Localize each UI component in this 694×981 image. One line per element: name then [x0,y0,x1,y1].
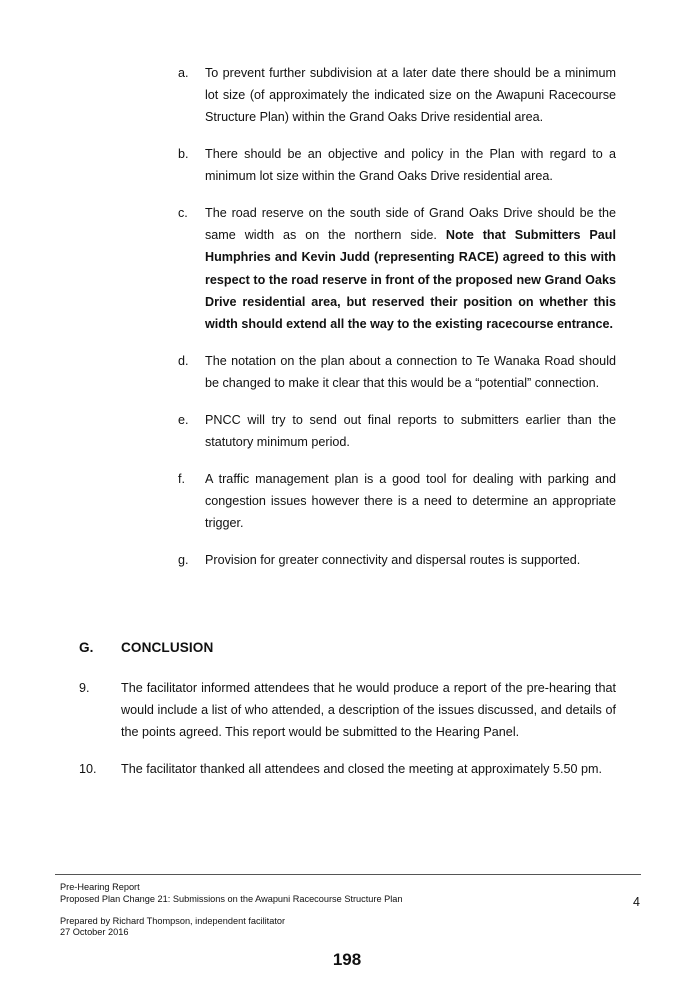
item-text: PNCC will try to send out final reports to submitters earlier than the statutory minimum period. [205,412,616,449]
bold-note: Note that Submitters Paul Humphries and Kevin Judd (representing RACE) agreed to this with respect to the road reserve in front of the proposed new Grand Oaks Drive residential area, but reserved their position on whether this width should extend all the way to the existing racecourse entrance. [205,228,616,332]
item-marker: c. [178,206,188,221]
item-text: Provision for greater connectivity and dispersal routes is supported. [205,552,581,567]
section-letter: G. [79,640,94,655]
item-marker: b. [178,147,189,162]
item-marker: g. [178,552,189,567]
list-item [178,62,616,129]
item-marker: a. [178,66,189,80]
item-marker: e. [178,412,189,427]
numbered-paragraph [79,677,616,744]
list-item [178,468,616,535]
paragraph-number: 9. [79,681,90,695]
item-text: There should be an objective and policy in the Plan with regard to a minimum lot size within the Grand Oaks Drive residential area. [205,147,616,184]
section-title: CONCLUSION [121,640,214,655]
list-item [178,202,616,335]
footer-divider [55,874,641,875]
list-item [178,143,616,187]
list-item [178,549,616,571]
footer-date: 27 October 2016 [60,927,129,937]
section-heading [79,640,213,655]
footer-author: Prepared by Richard Thompson, independent facilitator [60,915,286,926]
footer-plan-change: Proposed Plan Change 21: Submissions on the Awapuni Racecourse Structure Plan [60,893,403,904]
list-item [178,350,616,394]
footer-report-title: Pre-Hearing Report [60,882,140,892]
item-marker: f. [178,471,185,486]
footer [60,882,403,939]
paragraph-text: The facilitator thanked all attendees and closed the meeting at approximately 5.50 pm. [121,762,602,777]
item-text: The road reserve on the south side of Grand Oaks Drive should be the same width as on the northern side. Note that Submitters Paul Humphries and Kevin Judd (representing RACE) agreed to this with respect to the road reserve in front of the proposed new Grand Oaks Drive residential area, but reserved their position on whether this width should extend all the way to the existing racecourse entrance. [205,206,616,332]
bundle-page-number: 198 [332,950,362,969]
item-text: The notation on the plan about a connection to Te Wanaka Road should be changed to make it clear that this would be a “potential” connection. [205,353,616,390]
page-number: 4 [633,895,640,909]
list-item [178,409,616,453]
numbered-paragraph [79,758,616,780]
paragraph-number: 10. [79,762,97,777]
item-text: A traffic management plan is a good tool for dealing with parking and congestion issues however there is a need to determine an appropriate trigger. [205,471,616,530]
paragraph-text: The facilitator informed attendees that he would produce a report of the pre-hearing that would include a list of who attended, a description of the issues discussed, and details of the points agreed. This report would be submitted to the Hearing Panel. [121,681,616,740]
item-marker: d. [178,353,189,368]
recommendations-list [178,62,616,585]
numbered-paragraphs [79,677,616,795]
item-text: To prevent further subdivision at a later date there should be a minimum lot size (of approximately the indicated size on the Awapuni Racecourse Structure Plan) within the Grand Oaks Drive residential area. [205,66,616,125]
